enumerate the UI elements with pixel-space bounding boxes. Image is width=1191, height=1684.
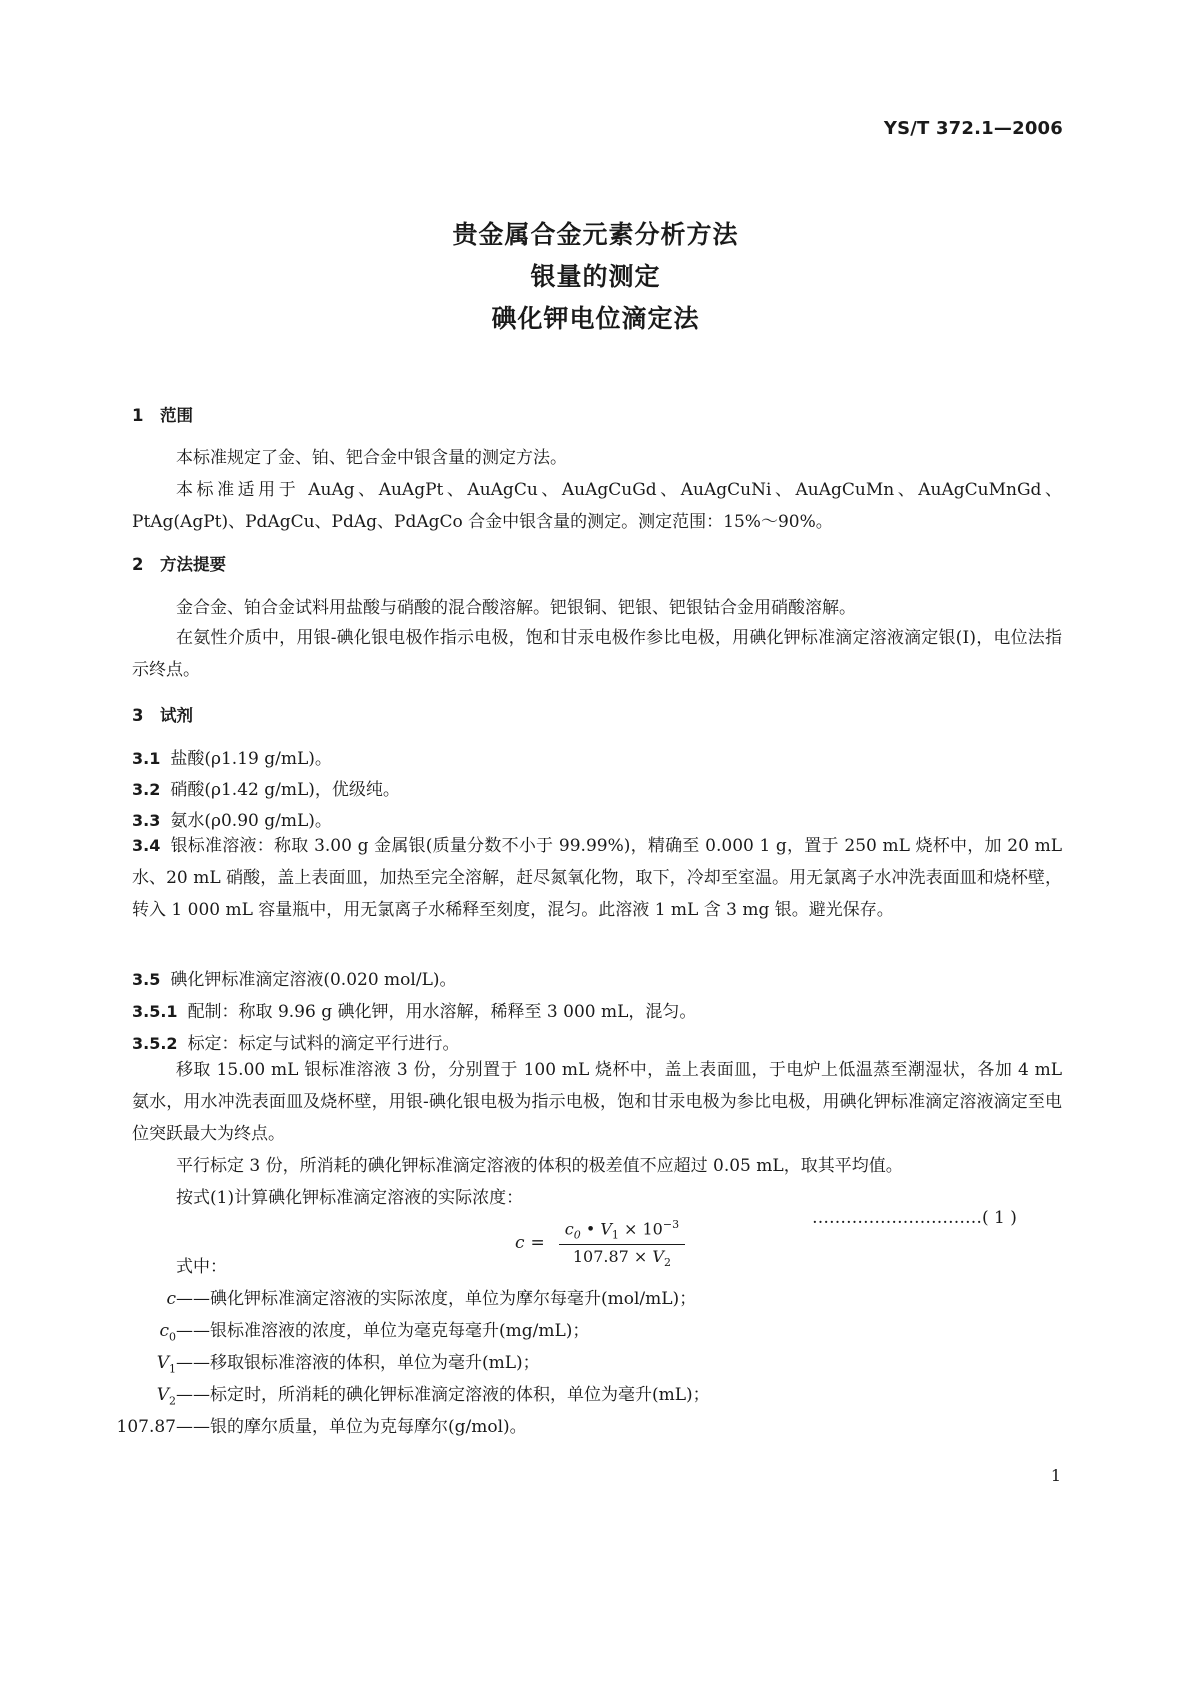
variable-description: ——银标准溶液的浓度，单位为毫克每毫升(mg/mL)； [176, 1321, 590, 1341]
clause-number: 3.2 [132, 780, 161, 799]
clause-3-5-2 [132, 1029, 460, 1054]
variable-description: ——标定时，所消耗的碘化钾标准滴定溶液的体积，单位为毫升(mL)； [176, 1385, 710, 1405]
variable-c [70, 1284, 696, 1311]
variable-symbol: 107.87 [116, 1417, 176, 1437]
clause-text: 标定：标定与试料的滴定平行进行。 [187, 1034, 460, 1054]
clause-text: 硝酸(ρ1.42 g/mL)，优级纯。 [170, 780, 400, 800]
section-1-heading [132, 402, 193, 426]
variable-description: ——碘化钾标准滴定溶液的实际浓度，单位为摩尔每毫升(mol/mL)； [176, 1289, 697, 1309]
section-number: 1 [132, 406, 144, 425]
section-1-paragraph-2: 本标准适用于 AuAg、AuAgPt、AuAgCu、AuAgCuGd、AuAgCuNi、AuAgCuMn、AuAgCuMnGd、PtAg(AgPt)、PdAgCu、PdAg、PdAgCo 合金中银含量的测定。测定范围：15%～90%。 [132, 480, 1062, 532]
clause-3-1 [132, 744, 332, 769]
variable-c0 [70, 1316, 589, 1343]
clause-text: 氨水(ρ0.90 g/mL)。 [170, 811, 332, 831]
clause-number: 3.4 [132, 836, 161, 855]
clause-3-5-1 [132, 997, 696, 1022]
formula-fraction [559, 1218, 685, 1269]
clause-number: 3.1 [132, 749, 161, 768]
formula-lhs: c [515, 1233, 525, 1254]
section-title: 范围 [160, 406, 193, 425]
section-1-paragraph-1: 本标准规定了金、铂、钯合金中银含量的测定方法。 [176, 448, 567, 468]
title-line-3: 碘化钾电位滴定法 [491, 304, 700, 333]
title-line-2: 银量的测定 [530, 262, 661, 291]
clause-3-5 [132, 965, 457, 990]
section-number: 3 [132, 706, 144, 725]
document-title [0, 214, 1191, 340]
where-label: 式中： [176, 1257, 227, 1277]
variable-symbol: c [166, 1289, 176, 1309]
clause-number: 3.5 [132, 970, 161, 989]
calibration-paragraph: 移取 15.00 mL 银标准溶液 3 份，分别置于 100 mL 烧杯中，盖上表面皿，于电炉上低温蒸至潮湿状，各加 4 mL 氨水，用水冲洗表面皿及烧杯壁，用银-碘化银电极为指示电极，饱和甘汞电极为参比电极，用碘化钾标准滴定溶液滴定至电位突跃最大为终点。 [132, 1060, 1062, 1144]
clause-3-3 [132, 806, 332, 831]
clause-number: 3.3 [132, 811, 161, 830]
section-3-heading [132, 702, 193, 726]
formula-numerator: $c_0$ • $V_1 \times 10^{-3}$ [559, 1218, 685, 1245]
variable-v1 [70, 1348, 540, 1375]
formula-equals: = [530, 1233, 545, 1254]
section-number: 2 [132, 555, 144, 574]
leader-dots: ………………………… [812, 1208, 982, 1228]
variable-description: ——银的摩尔质量，单位为克每摩尔(g/mol)。 [176, 1417, 527, 1437]
section-title: 方法提要 [160, 555, 226, 574]
section-2-paragraph-2: 在氨性介质中，用银-碘化银电极作指示电极，饱和甘汞电极作参比电极，用碘化钾标准滴定溶液滴定银(Ⅰ)，电位法指示终点。 [132, 628, 1062, 680]
clause-3-4 [132, 830, 1062, 926]
clause-text: 碘化钾标准滴定溶液(0.020 mol/L)。 [170, 970, 457, 990]
formula-denominator: $107.87 \times V_2$ [572, 1246, 671, 1269]
title-line-1: 贵金属合金元素分析方法 [452, 220, 739, 249]
clause-text: 盐酸(ρ1.19 g/mL)。 [170, 749, 332, 769]
clause-3-2 [132, 775, 400, 800]
clause-text: 配制：称取 9.96 g 碘化钾，用水溶解，稀释至 3 000 mL，混匀。 [187, 1002, 697, 1022]
variable-symbol: $V_2$ [156, 1385, 176, 1408]
variable-symbol: $V_1$ [156, 1353, 176, 1376]
clause-text: 银标准溶液：称取 3.00 g 金属银(质量分数不小于 99.99%)，精确至 0.000 1 g，置于 250 mL 烧杯中，加 20 mL 水、20 mL 硝酸，盖上表面皿，加热至完全溶解，赶尽氮氧化物，取下，冷却至室温。用无氯离子水冲洗表面皿和烧杯壁，转入 1 000 mL 容量瓶中，用无氯离子水稀释至刻度，混匀。此溶液 1 mL 含 3 mg 银。避光保存。 [132, 836, 1062, 920]
standard-code: YS/T 372.1—2006 [883, 118, 1063, 139]
parallel-paragraph: 平行标定 3 份，所消耗的碘化钾标准滴定溶液的体积的极差值不应超过 0.05 mL，取其平均值。 [176, 1156, 903, 1176]
variable-v2 [70, 1380, 710, 1407]
formula-number: ( 1 ) [982, 1208, 1017, 1228]
clause-number: 3.5.2 [132, 1034, 178, 1053]
formula-leader [812, 1208, 1017, 1228]
page-number: 1 [1050, 1466, 1061, 1485]
section-2-paragraph-1: 金合金、铂合金试料用盐酸与硝酸的混合酸溶解。钯银铜、钯银、钯银钴合金用硝酸溶解。 [176, 598, 856, 618]
clause-number: 3.5.1 [132, 1002, 178, 1021]
section-2-heading [132, 551, 226, 575]
formula-1 [515, 1218, 685, 1269]
section-title: 试剂 [160, 706, 193, 725]
variable-description: ——移取银标准溶液的体积，单位为毫升(mL)； [176, 1353, 540, 1373]
variable-symbol: $c_0$ [159, 1321, 176, 1344]
variable-molar-mass [70, 1412, 527, 1439]
formula-intro: 按式(1)计算碘化钾标准滴定溶液的实际浓度： [176, 1188, 524, 1208]
